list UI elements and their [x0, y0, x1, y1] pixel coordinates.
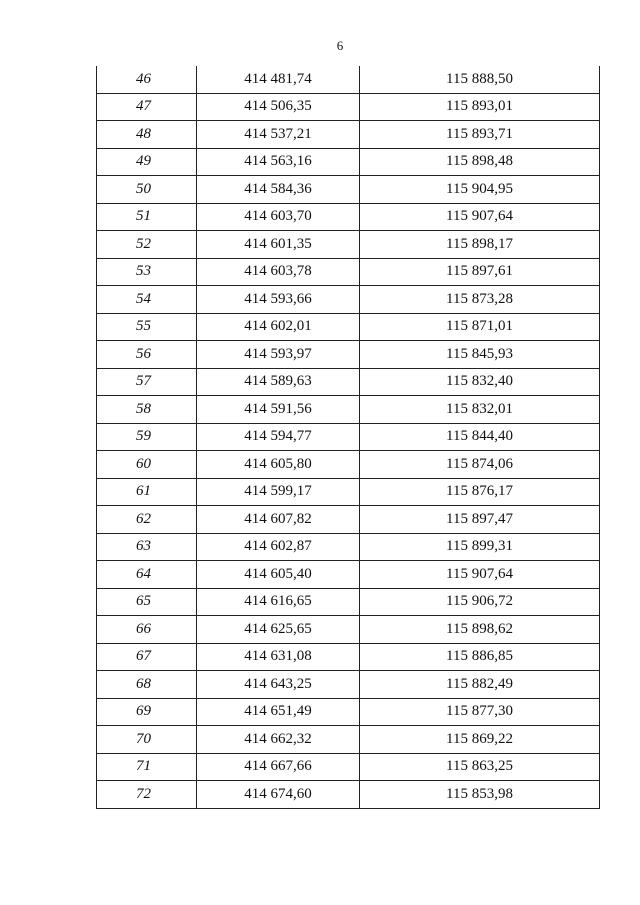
point-number-cell: 70: [97, 726, 197, 754]
y-coordinate-cell: 115 873,28: [360, 286, 600, 314]
table-row: [97, 478, 600, 506]
point-number-cell: 61: [97, 478, 197, 506]
y-coordinate-cell: 115 893,01: [360, 93, 600, 121]
x-coordinate-cell: 414 631,08: [197, 643, 360, 671]
x-coordinate-cell: 414 593,97: [197, 341, 360, 369]
x-coordinate-cell: 414 616,65: [197, 588, 360, 616]
x-coordinate-cell: 414 563,16: [197, 148, 360, 176]
point-number-cell: 65: [97, 588, 197, 616]
point-number-cell: 52: [97, 231, 197, 259]
table-row: [97, 451, 600, 479]
x-coordinate-cell: 414 674,60: [197, 781, 360, 809]
y-coordinate-cell: 115 869,22: [360, 726, 600, 754]
table-row: [97, 313, 600, 341]
point-number-cell: 60: [97, 451, 197, 479]
x-coordinate-cell: 414 589,63: [197, 368, 360, 396]
x-coordinate-cell: 414 601,35: [197, 231, 360, 259]
y-coordinate-cell: 115 897,47: [360, 506, 600, 534]
point-number-cell: 57: [97, 368, 197, 396]
y-coordinate-cell: 115 907,64: [360, 561, 600, 589]
y-coordinate-cell: 115 897,61: [360, 258, 600, 286]
table-row: [97, 698, 600, 726]
point-number-cell: 63: [97, 533, 197, 561]
point-number-cell: 55: [97, 313, 197, 341]
x-coordinate-cell: 414 481,74: [197, 66, 360, 93]
table-row: [97, 121, 600, 149]
point-number-cell: 69: [97, 698, 197, 726]
point-number-cell: 58: [97, 396, 197, 424]
point-number-cell: 64: [97, 561, 197, 589]
y-coordinate-cell: 115 893,71: [360, 121, 600, 149]
table-row: [97, 533, 600, 561]
point-number-cell: 54: [97, 286, 197, 314]
x-coordinate-cell: 414 625,65: [197, 616, 360, 644]
point-number-cell: 48: [97, 121, 197, 149]
point-number-cell: 47: [97, 93, 197, 121]
x-coordinate-cell: 414 593,66: [197, 286, 360, 314]
y-coordinate-cell: 115 904,95: [360, 176, 600, 204]
table-row: [97, 66, 600, 93]
x-coordinate-cell: 414 591,56: [197, 396, 360, 424]
y-coordinate-cell: 115 832,01: [360, 396, 600, 424]
point-number-cell: 59: [97, 423, 197, 451]
x-coordinate-cell: 414 603,70: [197, 203, 360, 231]
x-coordinate-cell: 414 584,36: [197, 176, 360, 204]
x-coordinate-cell: 414 605,80: [197, 451, 360, 479]
table-row: [97, 588, 600, 616]
table-row: [97, 368, 600, 396]
point-number-cell: 53: [97, 258, 197, 286]
y-coordinate-cell: 115 863,25: [360, 753, 600, 781]
x-coordinate-cell: 414 651,49: [197, 698, 360, 726]
x-coordinate-cell: 414 603,78: [197, 258, 360, 286]
table-row: [97, 258, 600, 286]
y-coordinate-cell: 115 899,31: [360, 533, 600, 561]
y-coordinate-cell: 115 907,64: [360, 203, 600, 231]
point-number-cell: 49: [97, 148, 197, 176]
point-number-cell: 50: [97, 176, 197, 204]
table-row: [97, 176, 600, 204]
table-row: [97, 753, 600, 781]
page-number: 6: [336, 38, 344, 53]
point-number-cell: 46: [97, 66, 197, 93]
table-row: [97, 726, 600, 754]
x-coordinate-cell: 414 643,25: [197, 671, 360, 699]
y-coordinate-cell: 115 871,01: [360, 313, 600, 341]
point-number-cell: 51: [97, 203, 197, 231]
y-coordinate-cell: 115 882,49: [360, 671, 600, 699]
x-coordinate-cell: 414 607,82: [197, 506, 360, 534]
x-coordinate-cell: 414 602,01: [197, 313, 360, 341]
y-coordinate-cell: 115 906,72: [360, 588, 600, 616]
table-row: [97, 423, 600, 451]
y-coordinate-cell: 115 876,17: [360, 478, 600, 506]
point-number-cell: 66: [97, 616, 197, 644]
point-number-cell: 71: [97, 753, 197, 781]
y-coordinate-cell: 115 898,48: [360, 148, 600, 176]
point-number-cell: 67: [97, 643, 197, 671]
table-row: [97, 341, 600, 369]
table-row: [97, 93, 600, 121]
point-number-cell: 56: [97, 341, 197, 369]
point-number-cell: 72: [97, 781, 197, 809]
y-coordinate-cell: 115 844,40: [360, 423, 600, 451]
x-coordinate-cell: 414 662,32: [197, 726, 360, 754]
y-coordinate-cell: 115 898,17: [360, 231, 600, 259]
table-row: [97, 148, 600, 176]
table-row: [97, 781, 600, 809]
table-row: [97, 286, 600, 314]
y-coordinate-cell: 115 898,62: [360, 616, 600, 644]
table-row: [97, 643, 600, 671]
x-coordinate-cell: 414 605,40: [197, 561, 360, 589]
table-row: [97, 616, 600, 644]
table-row: [97, 203, 600, 231]
y-coordinate-cell: 115 886,85: [360, 643, 600, 671]
table-row: [97, 231, 600, 259]
table-row: [97, 396, 600, 424]
x-coordinate-cell: 414 594,77: [197, 423, 360, 451]
x-coordinate-cell: 414 667,66: [197, 753, 360, 781]
y-coordinate-cell: 115 853,98: [360, 781, 600, 809]
x-coordinate-cell: 414 506,35: [197, 93, 360, 121]
point-number-cell: 62: [97, 506, 197, 534]
y-coordinate-cell: 115 874,06: [360, 451, 600, 479]
x-coordinate-cell: 414 599,17: [197, 478, 360, 506]
x-coordinate-cell: 414 602,87: [197, 533, 360, 561]
y-coordinate-cell: 115 877,30: [360, 698, 600, 726]
coordinates-table: [96, 66, 600, 809]
y-coordinate-cell: 115 888,50: [360, 66, 600, 93]
y-coordinate-cell: 115 832,40: [360, 368, 600, 396]
table-row: [97, 561, 600, 589]
x-coordinate-cell: 414 537,21: [197, 121, 360, 149]
table-row: [97, 671, 600, 699]
table-row: [97, 506, 600, 534]
y-coordinate-cell: 115 845,93: [360, 341, 600, 369]
coordinates-table-body: [97, 66, 600, 808]
point-number-cell: 68: [97, 671, 197, 699]
